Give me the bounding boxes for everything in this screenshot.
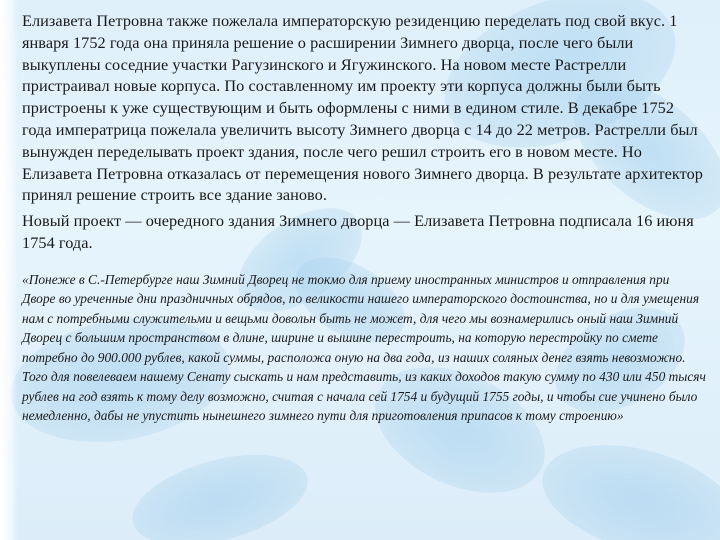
paragraph-expansion: Елизавета Петровна также пожелала императорскую резиденцию переделать под свой вкус. 1 января 1752 года она приняла решение о расширении Зимнего дворца, после чего были выкуплены соседние участки Рагузинского и Ягужинского. На новом месте Растрелли пристраивал новые корпуса. По составленному им проекту эти корпуса должны были быть пристроены к уже существующим и быть оформлены с ними в едином стиле. В декабре 1752 года императрица пожелала увеличить высоту Зимнего дворца с 14 до 22 метров. Растрелли был вынужден переделывать проект здания, после чего решил строить его в новом месте. Но Елизавета Петровна отказалась от перемещения нового Зимнего дворца. В результате архитектор принял решение строить все здание заново. — [22, 11, 703, 205]
decree-quote: «Понеже в С.-Петербурге наш Зимний Дворец не токмо для приему иностранных министров и отправления при Дворе во уреченные дни праздничных обрядов, по великости нашего императорского достоинства, но и для умещения нам с потребными служительми и вещьми довольн быть не может, для чего мы вознамерились оный наш Зимний Дворец с большим пространством в длине, ширине и вышине перестроить, на которую перестройку по смете потребно до 900.000 рублев, какой суммы, расположа оную на два года, из наших соляных денег взять невозможно. Того для повелеваем нашему Сенату сыскать и нам представить, из каких доходов такую сумму по 430 или 450 тысяч рублев на год взять к тому делу возможно, считая с начала сей 1754 и будущий 1755 годы, и чтобы сие учинено было немедленно, дабы не упустить нынешнего зимнего пути для приготовления припасов к тому строению» — [22, 271, 706, 424]
left-edge-highlight — [0, 0, 18, 540]
paragraph-new-project: Новый проект — очередного здания Зимнего дворца — Елизавета Петровна подписала 16 июня 1754 года. — [22, 211, 694, 252]
slide-content — [22, 10, 706, 426]
